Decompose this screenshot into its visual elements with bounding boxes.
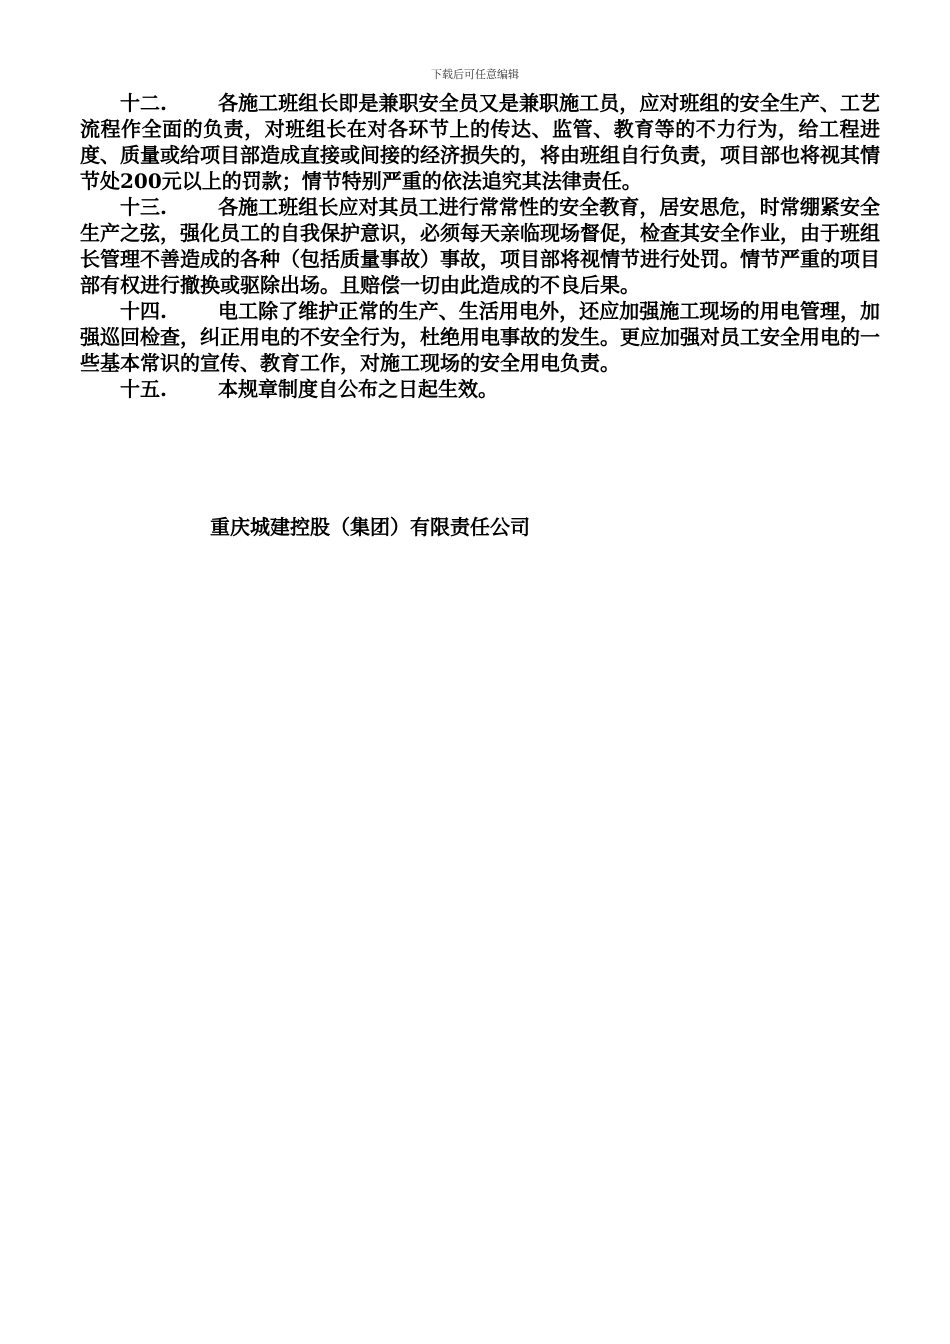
clause-number: 十二. <box>120 91 167 115</box>
clause-text: 各施工班组长应对其员工进行常常性的安全教育，居安思危，时常绷紧安全生产之弦，强化员工的自我保护意识，必须每天亲临现场督促，检查其安全作业，由于班组长管理不善造成的各种（包括质量事故）事故，项目部将视情节进行处罚。情节严重的项目部有权进行撤换或驱除出场。且赔偿一切由此造成的不良后果。 <box>80 195 880 297</box>
clause-text: 各施工班组长即是兼职安全员又是兼职施工员，应对班组的安全生产、工艺流程作全面的负责，对班组长在对各环节上的传达、监管、教育等的不力行为，给工程进度、质量或给项目部造成直接或间接的经济损失的，将由班组自行负责，项目部也将视其情节处200元以上的罚款；情节特别严重的依法追究其法律责任。 <box>80 91 880 193</box>
clause-text: 本规章制度自公布之日起生效。 <box>218 377 498 401</box>
clause-14 <box>80 298 880 376</box>
clause-13 <box>80 194 880 298</box>
clause-text: 电工除了维护正常的生产、生活用电外，还应加强施工现场的用电管理，加强巡回检查，纠正用电的不安全行为，杜绝用电事故的发生。更应加强对员工安全用电的一些基本常识的宣传、教育工作，对施工现场的安全用电负责。 <box>80 299 880 375</box>
clause-number: 十四. <box>120 299 167 323</box>
document-body <box>80 90 880 402</box>
header-note: 下载后可任意编辑 <box>431 68 519 81</box>
clause-number: 十五. <box>120 377 167 401</box>
company-signature: 重庆城建控股（集团）有限责任公司 <box>210 515 530 539</box>
clause-12 <box>80 90 880 194</box>
clause-15 <box>80 376 880 402</box>
clause-number: 十三. <box>120 195 167 219</box>
